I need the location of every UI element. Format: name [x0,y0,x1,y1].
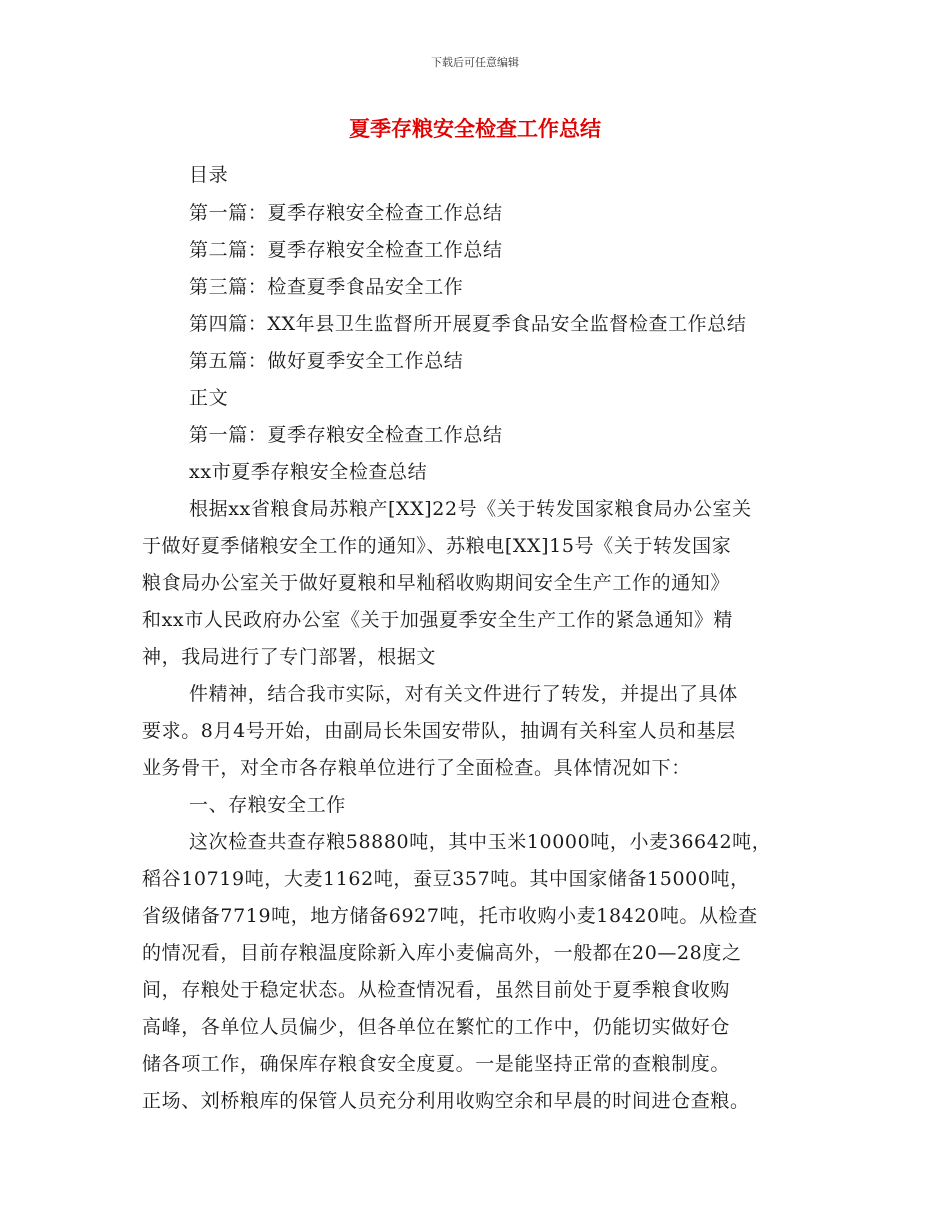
chapter-title: 第一篇：夏季存粮安全检查工作总结 [189,424,503,446]
paragraph-line: 储各项工作，确保库存粮食安全度夏。一是能坚持正常的查粮制度。 [142,1053,731,1075]
paragraph-line: 高峰，各单位人员偏少，但各单位在繁忙的工作中，仍能切实做好仓 [142,1016,731,1038]
paragraph-line: 神，我局进行了专门部署，根据文 [142,646,437,668]
paragraph-line: 于做好夏季储粮安全工作的通知》、苏粮电[XX]15号《关于转发国家 [142,535,732,557]
page-header-note: 下载后可任意编辑 [431,56,519,69]
paragraph-line: 业务骨干，对全市各存粮单位进行了全面检查。具体情况如下： [142,757,691,779]
subsection-title: 一、存粮安全工作 [189,794,346,816]
paragraph-line: 和xx市人民政府办公室《关于加强夏季安全生产工作的紧急通知》精 [142,609,734,631]
section-title: xx市夏季存粮安全检查总结 [189,461,428,483]
toc-item-1: 第一篇：夏季存粮安全检查工作总结 [189,202,503,224]
toc-item-4: 第四篇：XX年县卫生监督所开展夏季食品安全监督检查工作总结 [189,313,747,335]
paragraph-line: 根据xx省粮食局苏粮产[XX]22号《关于转发国家粮食局办公室关 [189,498,752,520]
paragraph-line: 正场、刘桥粮库的保管人员充分利用收购空余和早晨的时间进仓查粮。 [142,1090,750,1112]
toc-item-2: 第二篇：夏季存粮安全检查工作总结 [189,239,503,261]
paragraph-line: 省级储备7719吨，地方储备6927吨，托市收购小麦18420吨。从检查 [142,905,758,927]
document-title: 夏季存粮安全检查工作总结 [349,117,601,141]
paragraph-line: 的情况看，目前存粮温度除新入库小麦偏高外，一般都在20—28度之 [142,942,742,964]
body-heading: 正文 [189,387,229,409]
paragraph-line: 件精神，结合我市实际，对有关文件进行了转发，并提出了具体 [189,683,738,705]
toc-heading: 目录 [189,164,229,186]
toc-item-5: 第五篇：做好夏季安全工作总结 [189,350,464,372]
paragraph-line: 这次检查共查存粮58880吨，其中玉米10000吨，小麦36642吨， [189,831,772,853]
toc-item-3: 第三篇：检查夏季食品安全工作 [189,276,464,298]
paragraph-line: 要求。8月4号开始，由副局长朱国安带队，抽调有关科室人员和基层 [142,720,736,742]
paragraph-line: 稻谷10719吨，大麦1162吨，蚕豆357吨。其中国家储备15000吨， [142,868,750,890]
paragraph-line: 粮食局办公室关于做好夏粮和早籼稻收购期间安全生产工作的通知》 [142,572,731,594]
paragraph-line: 间，存粮处于稳定状态。从检查情况看，虽然目前处于夏季粮食收购 [142,979,731,1001]
